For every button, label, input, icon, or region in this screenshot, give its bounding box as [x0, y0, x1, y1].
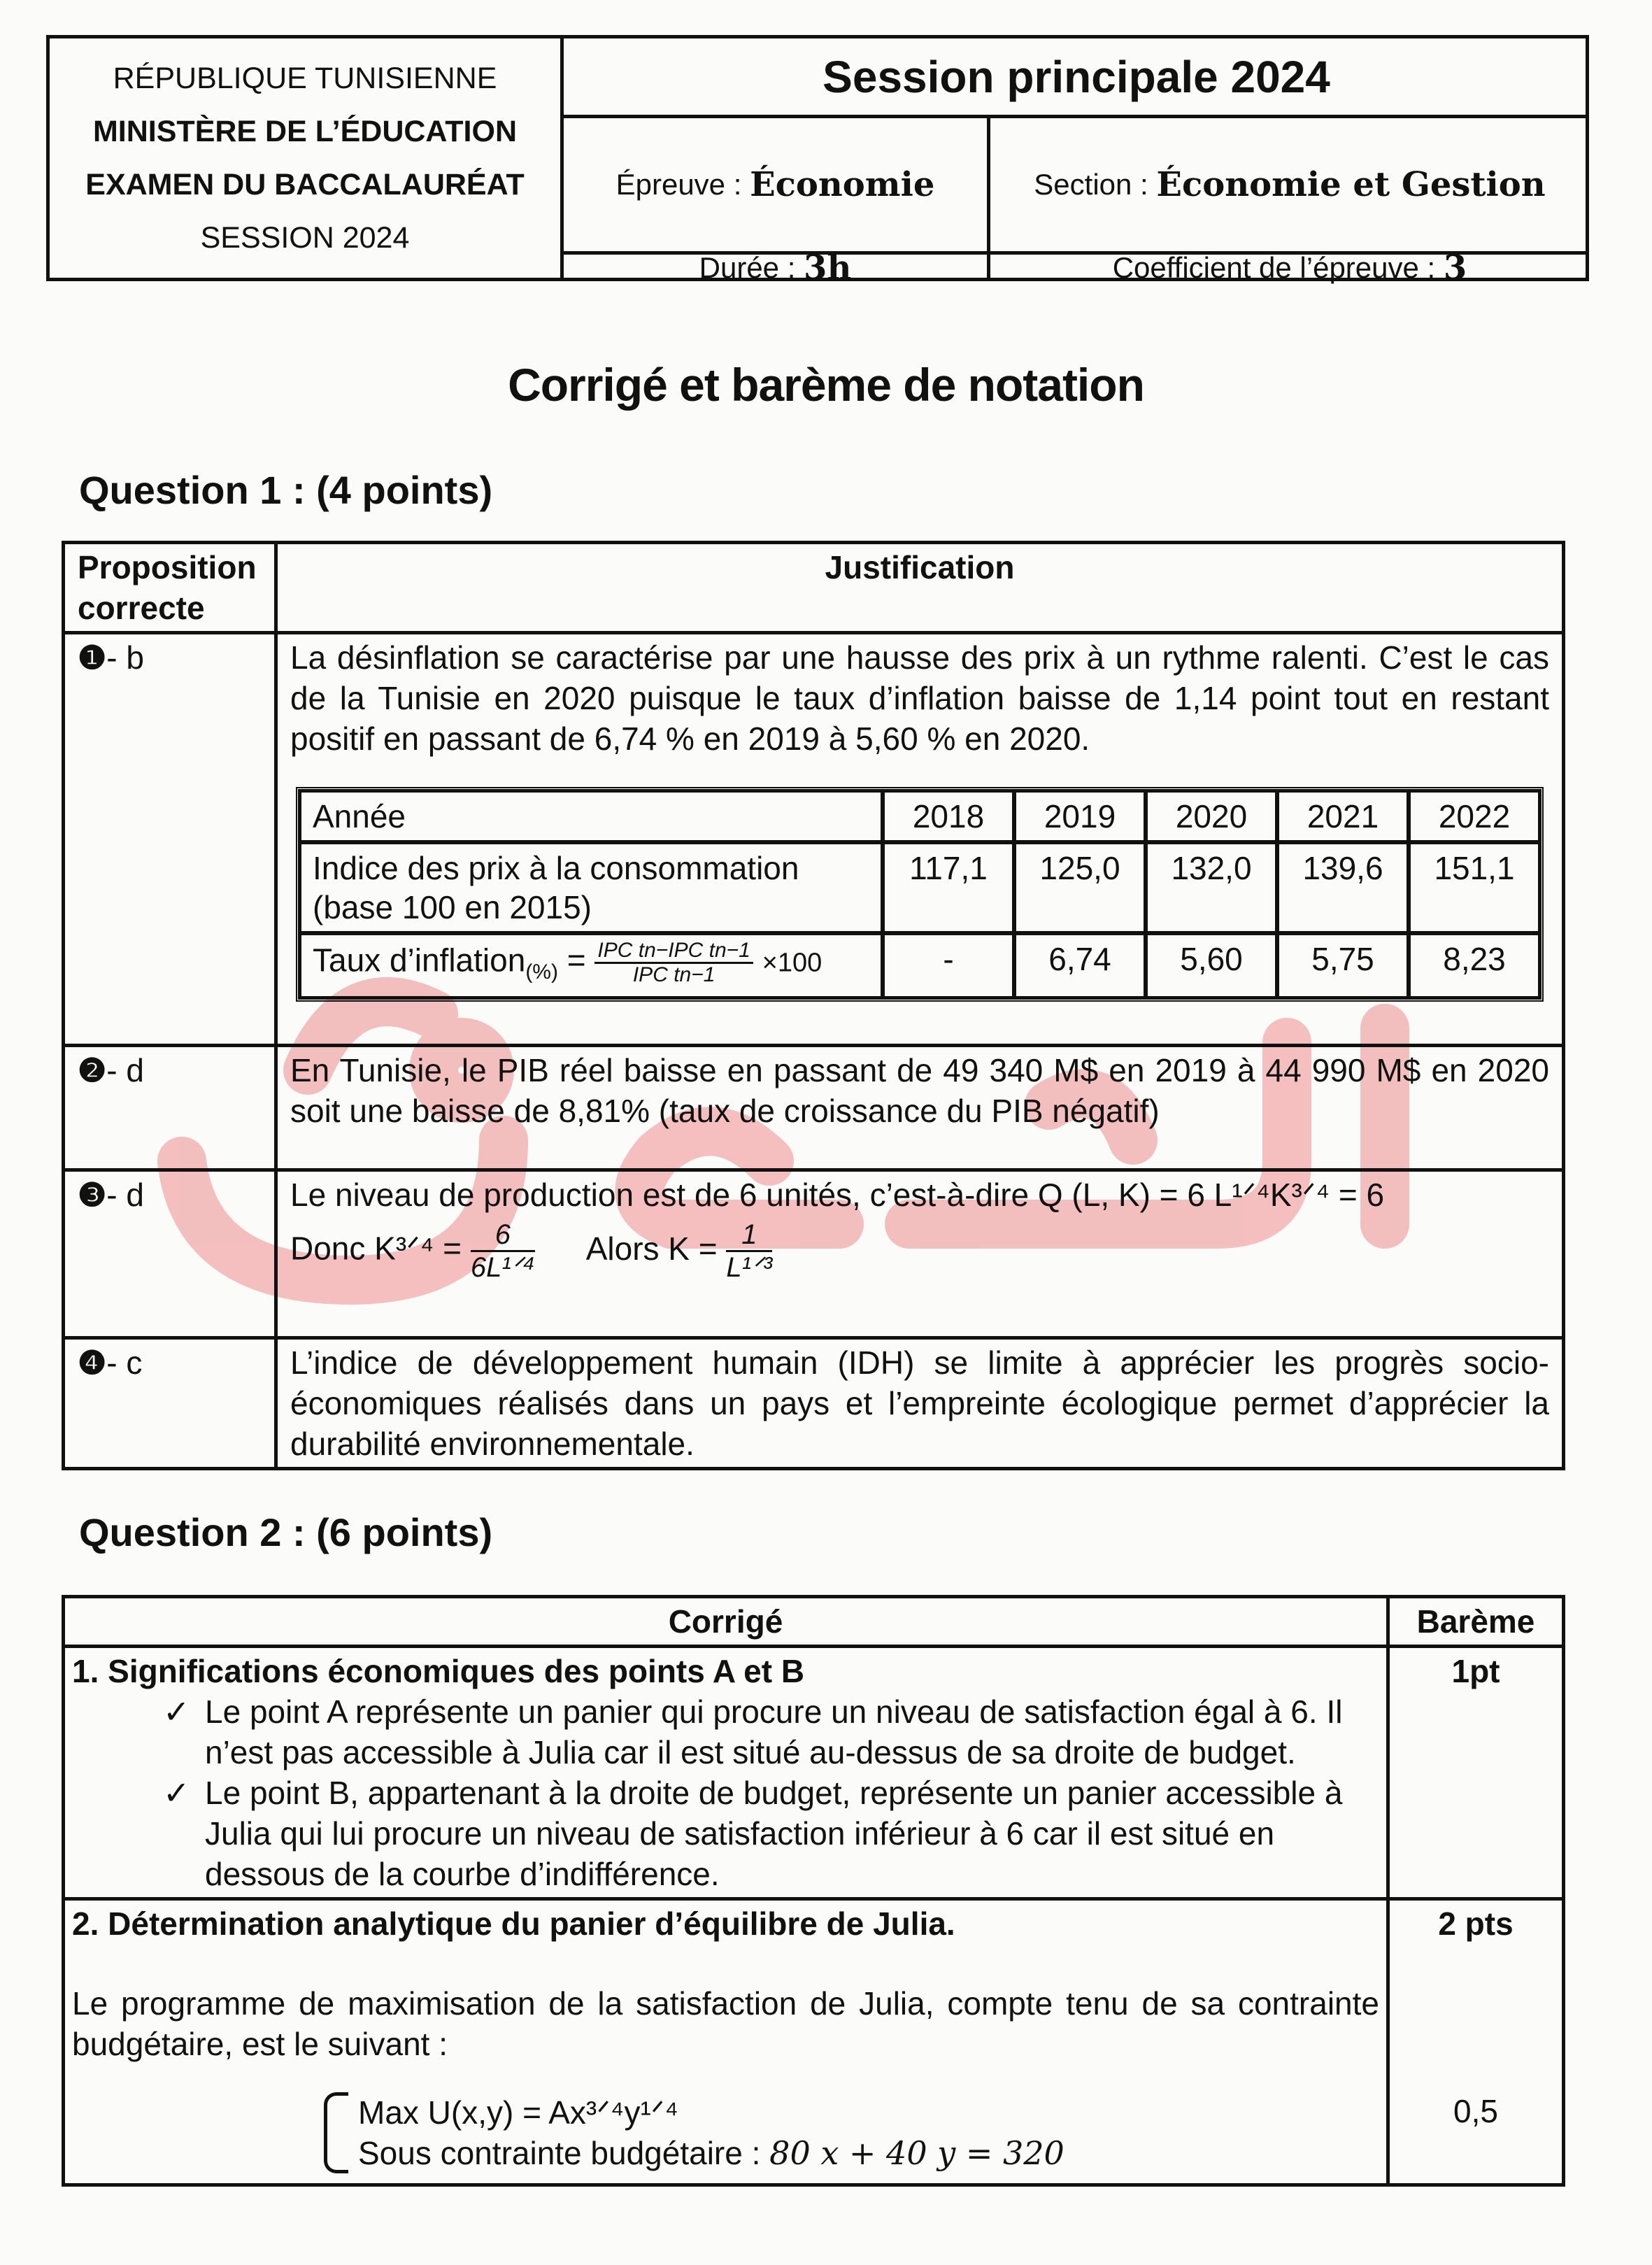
- taux-value: 5,60: [1146, 933, 1277, 998]
- production-derivation: [290, 1219, 1549, 1283]
- answer-letter: - d: [106, 1052, 144, 1088]
- score-column: [1388, 1899, 1564, 2185]
- answer-number: ❷: [78, 1052, 107, 1088]
- answer-cell: [64, 633, 276, 1046]
- system-lines: [358, 2092, 1064, 2173]
- question-1-title: Question 1 : (4 points): [79, 468, 493, 512]
- alors-numerator: 1: [726, 1219, 772, 1252]
- table-row: [64, 633, 1564, 1046]
- table-row: [64, 1647, 1564, 1899]
- page-title: Corrigé et barème de notation: [508, 359, 1144, 411]
- answer-cell: [64, 1338, 276, 1469]
- answer-number: ❶: [78, 639, 107, 676]
- justification-text: L’indice de développement humain (IDH) se limite à apprécier les progrès socio-économiques réalisés dans un pays et l’empreinte écologique permet d’apprécier la durabilité environnementale.: [276, 1338, 1564, 1469]
- alors-fraction: [726, 1219, 772, 1283]
- header-duree: [564, 248, 990, 287]
- ipc-value: 132,0: [1146, 842, 1277, 933]
- item-2-text: Le programme de maximisation de la satisfaction de Julia, compte tenu de sa contrainte budgétaire, est le suivant :: [72, 1985, 1379, 2062]
- system-score: 0,5: [1453, 2093, 1498, 2129]
- table-row: [64, 1338, 1564, 1469]
- header-exam: EXAMEN DU BACCALAURÉAT: [85, 168, 525, 201]
- ipc-value: 139,6: [1277, 842, 1409, 933]
- answer-cell: [64, 1046, 276, 1170]
- year-cell: 2020: [1146, 790, 1277, 842]
- ipc-value: 125,0: [1014, 842, 1146, 933]
- col-corrige: Corrigé: [64, 1597, 1388, 1647]
- donc-denominator: 6L¹ᐟ⁴: [470, 1252, 535, 1283]
- inflation-years-row: [299, 790, 1540, 842]
- table-row: [64, 1170, 1564, 1338]
- answer-letter: - d: [106, 1177, 144, 1213]
- objective-line: Max U(x,y) = Ax³ᐟ⁴y¹ᐟ⁴: [358, 2094, 679, 2131]
- taux-value: 5,75: [1277, 933, 1409, 998]
- question-2-table: [62, 1595, 1565, 2187]
- taux-value: 6,74: [1014, 933, 1146, 998]
- taux-formula: [594, 939, 753, 986]
- duree-label: Durée :: [699, 251, 796, 284]
- duree-value: 3h: [804, 248, 852, 287]
- item-2-score: 2 pts: [1438, 1905, 1514, 1942]
- corrige-cell: [64, 1899, 1388, 2185]
- alors-denominator: L¹ᐟ³: [726, 1252, 773, 1283]
- header-session-year: SESSION 2024: [200, 221, 410, 255]
- header-coefficient: [990, 248, 1589, 287]
- formula-numerator: IPC tn−IPC tn−1: [594, 939, 753, 964]
- item-1-score: 1pt: [1388, 1647, 1564, 1899]
- brace-icon: [324, 2092, 348, 2173]
- production-line: Le niveau de production est de 6 unités, c’est-à-dire Q (L, K) = 6 L¹ᐟ⁴K³ᐟ⁴ = 6: [290, 1177, 1385, 1213]
- justification-cell: [276, 633, 1564, 1046]
- constraint-equation: 80 x + 40 y = 320: [769, 2134, 1064, 2172]
- section-label: Section :: [1034, 168, 1148, 201]
- coef-label: Coefficient de l’épreuve :: [1112, 251, 1436, 284]
- answer-number: ❸: [78, 1177, 107, 1213]
- header-section: [990, 118, 1589, 255]
- table-header-row: [64, 543, 1564, 633]
- formula-multiplier: ×100: [762, 948, 823, 978]
- answer-letter: - b: [106, 639, 144, 676]
- question-2-title: Question 2 : (6 points): [79, 1510, 493, 1554]
- header-ministry: MINISTÈRE DE L’ÉDUCATION: [92, 115, 517, 148]
- check-icon: ✓: [163, 1694, 190, 1730]
- col-bareme: Barème: [1388, 1597, 1564, 1647]
- justification-text: La désinflation se caractérise par une hausse des prix à un rythme ralenti. C’est le cas de la Tunisie en 2020 puisque le taux d’inflation baisse de 1,14 point tout en restant positif en passant de 6,74 % en 2019 à 5,60 % en 2020.: [290, 639, 1549, 757]
- item-2-title: 2. Détermination analytique du panier d’équilibre de Julia.: [72, 1905, 955, 1942]
- header-session: Session principale 2024: [564, 38, 1589, 118]
- exam-header-left: [50, 38, 564, 278]
- item-1-title: 1. Significations économiques des points A et B: [72, 1653, 805, 1689]
- donc-label: Donc K³ᐟ⁴ =: [290, 1230, 462, 1267]
- ipc-label: Indice des prix à la consommation (base 100 en 2015): [299, 842, 883, 933]
- col-proposition: Proposition correcte: [64, 543, 276, 633]
- constraint-line: [358, 2133, 1064, 2173]
- taux-sub: (%): [525, 960, 558, 984]
- list-item: [72, 1773, 1379, 1894]
- taux-eq: =: [567, 942, 586, 979]
- epreuve-label: Épreuve :: [615, 168, 742, 201]
- justification-cell: [276, 1170, 1564, 1338]
- answer-number: ❹: [78, 1344, 107, 1381]
- answer-cell: [64, 1170, 276, 1338]
- taux-value: -: [883, 933, 1014, 998]
- question-1-table: [62, 541, 1565, 1470]
- year-cell: 2022: [1409, 790, 1540, 842]
- exam-header: [46, 35, 1589, 287]
- ipc-value: 117,1: [883, 842, 1014, 933]
- point-b-text: Le point B, appartenant à la droite de budget, représente un panier accessible à Julia qui lui procure un niveau de satisfaction inférieur à 6 car il est situé en dessous de la courbe d’indifférence.: [205, 1775, 1343, 1892]
- answer-letter: - c: [106, 1344, 143, 1381]
- justification-text: En Tunisie, le PIB réel baisse en passant de 49 340 M$ en 2019 à 44 990 M$ en 2020 soit une baisse de 8,81% (taux de croissance du PIB négatif): [276, 1046, 1564, 1170]
- taux-label-cell: [299, 933, 883, 998]
- optimization-system: [324, 2092, 1379, 2173]
- table-row: [64, 1899, 1564, 2185]
- taux-label: Taux d’inflation: [313, 942, 526, 979]
- list-item: [72, 1691, 1379, 1773]
- ipc-value: 151,1: [1409, 842, 1540, 933]
- formula-denominator: IPC tn−1: [632, 963, 715, 986]
- constraint-label: Sous contrainte budgétaire :: [358, 2135, 761, 2171]
- year-cell: 2018: [883, 790, 1014, 842]
- taux-row: [299, 933, 1540, 998]
- alors-label: Alors K =: [585, 1230, 718, 1267]
- col-justification: Justification: [276, 543, 1564, 633]
- header-epreuve: [564, 118, 990, 255]
- table-row: [64, 1046, 1564, 1170]
- epreuve-value: Économie: [750, 165, 935, 204]
- donc-fraction: [471, 1219, 535, 1283]
- year-cell: 2021: [1277, 790, 1409, 842]
- table-header-row: [64, 1597, 1564, 1647]
- check-icon: ✓: [163, 1775, 190, 1811]
- year-cell: 2019: [1014, 790, 1146, 842]
- inflation-table: [296, 787, 1544, 1002]
- section-value: Économie et Gestion: [1156, 165, 1546, 204]
- ipc-row: [299, 842, 1540, 933]
- donc-numerator: 6: [471, 1219, 535, 1252]
- taux-value: 8,23: [1409, 933, 1540, 998]
- corrige-cell: [64, 1647, 1388, 1899]
- point-a-text: Le point A représente un panier qui procure un niveau de satisfaction égal à 6. Il n’est pas accessible à Julia car il est situé au-dessus de sa droite de budget.: [205, 1694, 1343, 1770]
- coef-value: 3: [1443, 248, 1467, 287]
- annee-label: Année: [299, 790, 883, 842]
- header-republic: RÉPUBLIQUE TUNISIENNE: [113, 62, 497, 95]
